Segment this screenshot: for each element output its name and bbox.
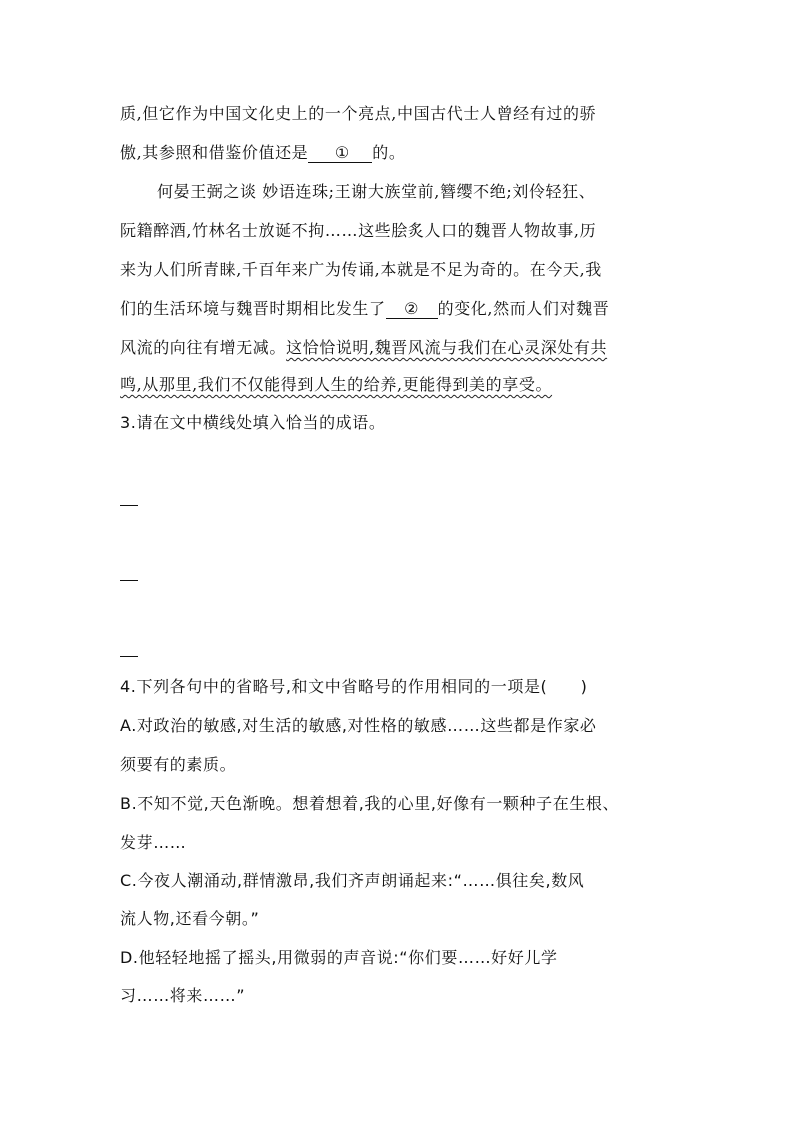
passage-text: 的变化,然而人们对魏晋 — [437, 299, 610, 318]
passage-text: 的。 — [372, 143, 406, 162]
passage-text: 们的生活环境与魏晋时期相比发生了 — [120, 299, 386, 318]
option-c-line-1[interactable]: C.今夜人潮涌动,群情激昂,我们齐声朗诵起来:“……俱往矣,数风 — [120, 871, 585, 890]
passage-line-1: 质,但它作为中国文化史上的一个亮点,中国古代士人曾经有过的骄 — [120, 104, 597, 123]
passage-line-5: 来为人们所青睐,千百年来广为传诵,本就是不足为奇的。在今天,我 — [120, 260, 602, 279]
passage-line-3: 何晏王弼之谈 妙语连珠;王谢大族堂前,簪缨不绝;刘伶轻狂、 — [157, 182, 596, 201]
answer-line-1[interactable] — [120, 505, 138, 506]
passage-text: 风流的向往有增无减。 — [120, 338, 287, 357]
option-b-line-1[interactable]: B.不知不觉,天色渐晚。想着想着,我的心里,好像有一颗种子在生根、 — [120, 794, 620, 813]
option-b-line-2[interactable]: 发芽…… — [120, 833, 187, 852]
option-d-line-2[interactable]: 习……将来……” — [120, 986, 246, 1005]
option-a-line-2[interactable]: 须要有的素质。 — [120, 755, 237, 774]
answer-blank-1: ① — [308, 144, 372, 163]
answer-line-3[interactable] — [120, 656, 138, 657]
question-4-prompt: 4.下列各句中的省略号,和文中省略号的作用相同的一项是( ) — [120, 677, 588, 696]
question-3-prompt: 3.请在文中横线处填入恰当的成语。 — [120, 413, 386, 432]
passage-line-4: 阮籍醉酒,竹林名士放诞不拘……这些脍炙人口的魏晋人物故事,历 — [120, 221, 597, 240]
answer-blank-2: ② — [386, 300, 438, 319]
option-a-line-1[interactable]: A.对政治的敏感,对生活的敏感,对性格的敏感……这些都是作家必 — [120, 716, 597, 735]
wavy-underlined-sentence: 鸣,从那里,我们不仅能得到人生的给养,更能得到美的享受。 — [120, 375, 553, 394]
passage-line-8 — [120, 375, 552, 395]
option-d-line-1[interactable]: D.他轻轻地摇了摇头,用微弱的声音说:“你们要……好好儿学 — [120, 948, 558, 967]
passage-line-7 — [120, 338, 607, 358]
passage-line-2 — [120, 143, 406, 163]
passage-line-6 — [120, 299, 609, 319]
wavy-underlined-sentence: 这恰恰说明,魏晋风流与我们在心灵深处有共 — [286, 338, 608, 357]
passage-text: 傲,其参照和借鉴价值还是 — [120, 143, 309, 162]
option-c-line-2[interactable]: 流人物,还看今朝。” — [120, 909, 260, 928]
answer-line-2[interactable] — [120, 580, 138, 581]
